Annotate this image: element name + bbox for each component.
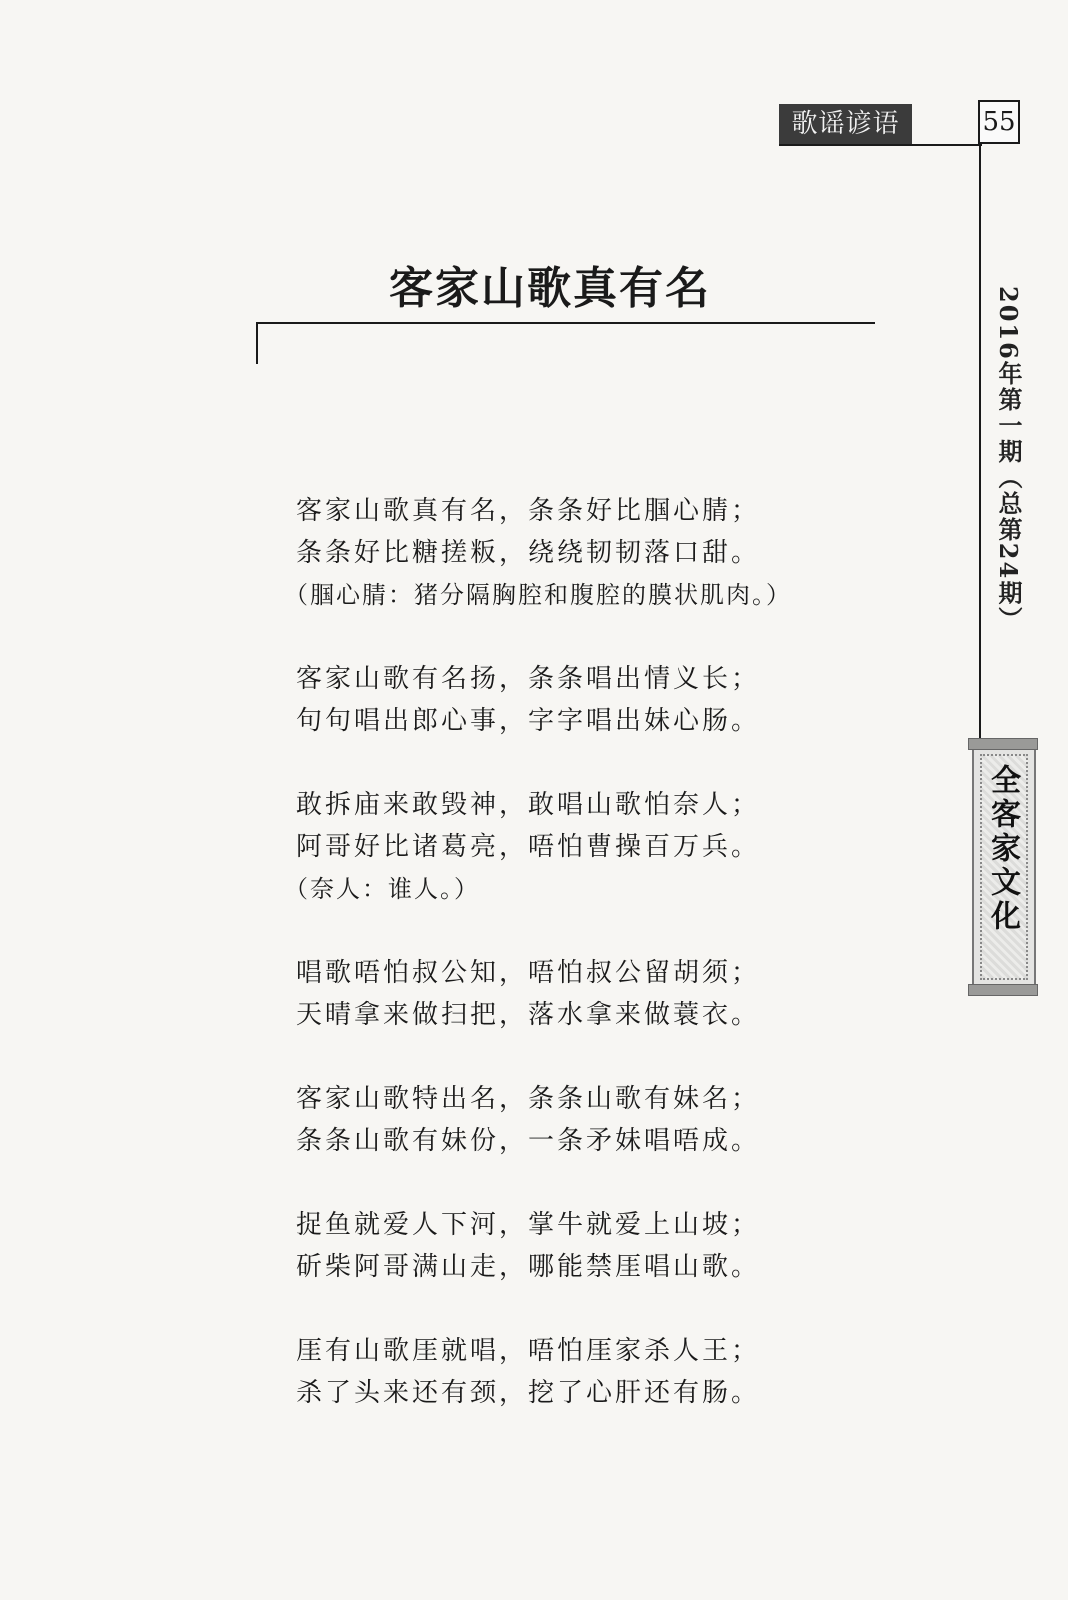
emblem-calligraphy: 全客家文化 bbox=[985, 764, 1020, 934]
poem-line: 客家山歌特出名，条条山歌有妹名； bbox=[296, 1084, 761, 1114]
stanza bbox=[296, 1204, 896, 1288]
poem-line: 天晴拿来做扫把，落水拿来做蓑衣。 bbox=[296, 1000, 761, 1030]
header-rule bbox=[779, 144, 982, 146]
poem-line: 斫柴阿哥满山走，哪能禁厓唱山歌。 bbox=[296, 1252, 761, 1282]
poem-line: 句句唱出郎心事，字字唱出妹心肠。 bbox=[296, 706, 761, 736]
poem-line: 条条好比糖搓粄，绕绕韧韧落口甜。 bbox=[296, 538, 761, 568]
poem-line: 唱歌唔怕叔公知，唔怕叔公留胡须； bbox=[296, 958, 761, 988]
annotation-note: （奈人：谁人。） bbox=[284, 875, 480, 903]
issue-info: 2016年第一期（总第24期） bbox=[994, 286, 1023, 633]
article-title: 客家山歌真有名 bbox=[389, 263, 711, 314]
poem-line: 客家山歌有名扬，条条唱出情义长； bbox=[296, 664, 761, 694]
stanza bbox=[296, 952, 896, 1036]
section-label: 歌谣谚语 bbox=[779, 104, 912, 144]
poem-line: 条条山歌有妹份，一条矛妹唱唔成。 bbox=[296, 1126, 761, 1156]
scroll-bottom-cap bbox=[968, 984, 1038, 996]
title-rule-corner bbox=[256, 322, 258, 364]
annotation-note: （腘心腈：猪分隔胸腔和腹腔的膜状肌肉。） bbox=[284, 581, 792, 609]
title-rule bbox=[256, 322, 875, 324]
margin-vertical-rule bbox=[979, 144, 981, 744]
stanza bbox=[296, 1330, 896, 1414]
poem-line: 捉鱼就爱人下河，掌牛就爱上山坡； bbox=[296, 1210, 761, 1240]
scroll-emblem bbox=[972, 744, 1036, 990]
poem-line: 厓有山歌厓就唱，唔怕厓家杀人王； bbox=[296, 1336, 761, 1366]
stanza bbox=[296, 1078, 896, 1162]
stanza bbox=[284, 490, 896, 616]
poem-line: 杀了头来还有颈，挖了心肝还有肠。 bbox=[296, 1378, 761, 1408]
poem-body bbox=[284, 490, 896, 1456]
poem-line: 阿哥好比诸葛亮，唔怕曹操百万兵。 bbox=[296, 832, 761, 862]
poem-line: 客家山歌真有名，条条好比腘心腈； bbox=[296, 496, 761, 526]
poem-line: 敢拆庙来敢毁神，敢唱山歌怕奈人； bbox=[296, 790, 761, 820]
page-number: 55 bbox=[978, 100, 1020, 144]
scroll-top-cap bbox=[968, 738, 1038, 750]
stanza bbox=[296, 658, 896, 742]
stanza bbox=[284, 784, 896, 910]
